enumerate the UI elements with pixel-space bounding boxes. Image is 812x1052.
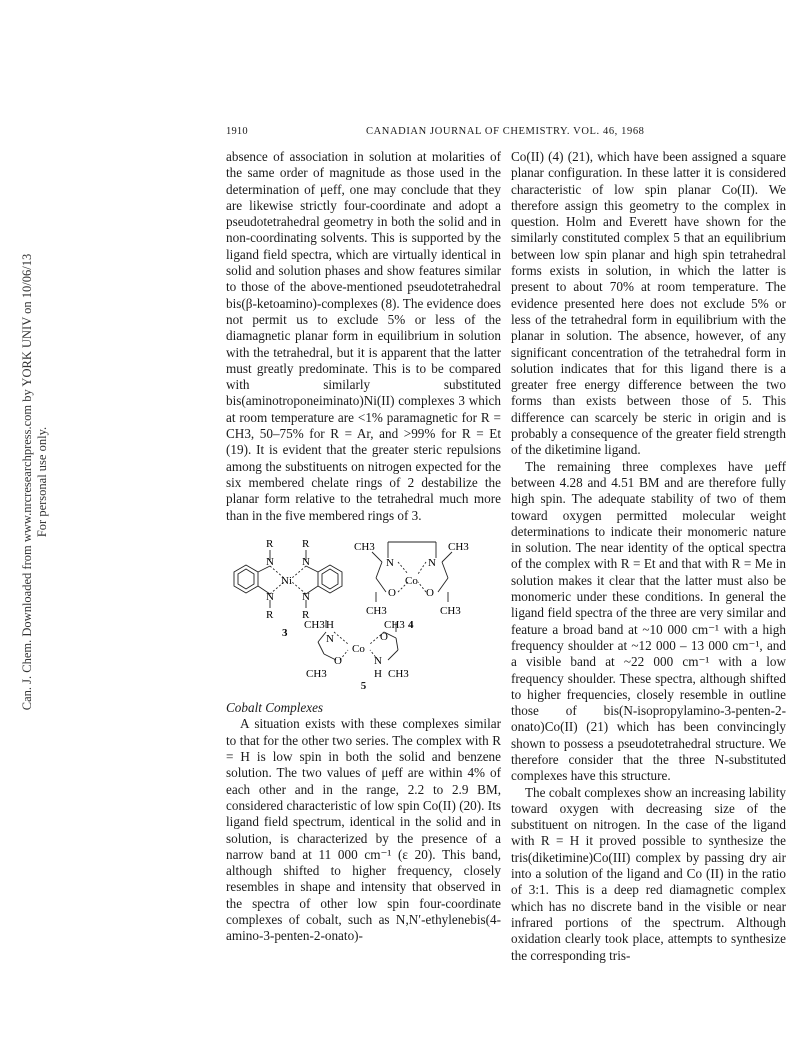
label-ch3-5a: CH3 <box>304 618 325 631</box>
label-n-4: N <box>302 590 310 603</box>
compound-5-label: 5 <box>360 679 367 692</box>
download-watermark <box>20 122 50 842</box>
journal-title: CANADIAN JOURNAL OF CHEMISTRY. VOL. 46, 1968 <box>366 126 645 137</box>
label-n-1: N <box>266 555 274 568</box>
left-paragraph-2: A situation exists with these complexes similar to that for the other two series. The complex with R = H is low spin in both the solid and benzene solution. The two values of μeff are within 4% of each other and in the range, 2.2 to 2.9 BM, considered characteristic of low spin Co(II) (20). Its ligand field spectrum, identical in the solid and in solution, is characterized by the presence of a narrow band at 11 000 cm⁻¹ (ε 20). This band, although shifted to higher frequency, closely resembles in shape and intensity that observed in the spectra of other low spin four-coordinate complexes of cobalt, such as N,N′-ethylenebis(4-amino-3-penten-2-onato)- <box>226 716 501 944</box>
right-paragraph-1: Co(II) (4) (21), which have been assigned a square planar configuration. In these latter it is considered characteristic of low spin planar Co(II). We therefore assign this geometry to the complex in question. Holm and Everett have shown for the similarly constituted complex 5 that an equilibrium between low spin planar and high spin tetrahedral forms exists in solution, in which the latter is present to about 70% at room temperature. The evidence presented here does not exclude 5% or less of the tetrahedral form in equilibrium with the planar in solution. The absence, however, of any significant concentration of the tetrahedral form in solution indicates that for this ligand there is a greater free energy difference between the two forms than exists between those of 5. This difference can scarcely be steric in origin and is probably a consequence of the greater field strength of the diketimine ligand. <box>511 149 786 458</box>
label-o-4a: O <box>388 586 396 599</box>
label-ch3-4b: CH3 <box>448 540 469 553</box>
label-co-4: Co <box>405 574 418 587</box>
compound-3-label: 3 <box>282 626 288 639</box>
page-number: 1910 <box>226 126 248 137</box>
label-ch3-4c: CH3 <box>366 604 387 617</box>
label-ch3-4d: CH3 <box>440 604 461 617</box>
structure-figure <box>226 532 501 694</box>
watermark-line-2: For personal use only. <box>35 426 49 538</box>
right-column <box>511 149 786 964</box>
left-paragraph-1: absence of association in solution at molarities of the same order of magnitude as those used in the determination of μeff, one may conclude that they are likewise strictly four-coordinate and adopt a pseudotetrahedral geometry in both the solid and in non-coordinating solvents. This is supported by the ligand field spectra, which are virtually identical in solid and solution phases and show features similar to those of the above-mentioned pseudotetrahedral bis(β-ketoamino)-complexes (8). The evidence does not permit us to exclude 5% or less of the diamagnetic planar form in equilibrium in solution with the tetrahedral, but it is apparent that the latter must greatly predominate. This is to be compared with similarly substituted bis(aminotroponeiminato)Ni(II) complexes 3 which at room temperature are <1% paramagnetic for R = CH3, 50–75% for R = Ar, and >99% for R = Et (19). It is evident that the greater steric repulsions among the substituents on nitrogen expected for the six membered chelate rings of 2 destabilize the planar form relative to the tetrahedral much more than in the five membered rings of 3. <box>226 149 501 523</box>
running-head <box>226 126 786 142</box>
label-n-2: N <box>302 555 310 568</box>
label-ch3-5c: CH3 <box>306 667 327 680</box>
label-r-bottom-left: R <box>266 608 274 621</box>
chemical-structures <box>226 532 501 680</box>
right-paragraph-2: The remaining three complexes have μeff between 4.28 and 4.51 BM and are therefore fully high spin. The adequate stability of two of them toward oxygen permitted molecular weight determinations to indicate their monomeric nature in solution. The near identity of the optical spectra of the complex with R = Et and that with R = Me in solution makes it clear that the latter must also be monomeric under these conditions. In general the ligand field spectra of the three are very similar and feature a broad band at ~10 000 cm⁻¹ with a high frequency shoulder at ~12 000 – 13 000 cm⁻¹, and a visible band at ~22 000 cm⁻¹ with a low frequency shoulder. These spectra, although shifted to higher frequencies, closely resemble in outline those of bis(N-isopropylamino-3-penten-2-onato)Co(II) (21) which has been convincingly shown to possess a pseudotetrahedral structure. We therefore consider that the three N-substituted complexes have this structure. <box>511 458 786 784</box>
label-h-5a: H <box>326 618 334 631</box>
label-r-top-right: R <box>302 537 310 550</box>
label-ch3-5d: CH3 <box>388 667 409 680</box>
label-n-3: N <box>266 590 274 603</box>
label-o-5b: O <box>334 654 342 667</box>
label-ch3-5b: CH3 <box>384 618 405 631</box>
left-column <box>226 149 501 945</box>
label-ni: Ni <box>281 574 292 587</box>
label-r-top-left: R <box>266 537 274 550</box>
compound-4-label: 4 <box>408 618 414 631</box>
label-o-4b: O <box>426 586 434 599</box>
label-ch3-4a: CH3 <box>354 540 375 553</box>
label-n-4a: N <box>386 556 394 569</box>
label-co-5: Co <box>352 642 365 655</box>
label-n-4b: N <box>428 556 436 569</box>
label-n-5b: N <box>374 654 382 667</box>
label-n-5a: N <box>326 632 334 645</box>
right-paragraph-3: The cobalt complexes show an increasing lability toward oxygen with decreasing size of the substituent on nitrogen. In the case of the ligand with R = H it proved possible to synthesize the tris(diketimine)Co(III) complex by passing dry air into a solution of the ligand and Co (II) in the ratio of 3:1. This is a deep red diamagnetic complex which has no discrete band in the visible or near infrared portions of the spectrum. Although oxidation clearly took place, attempts to synthesize the corresponding tris- <box>511 784 786 963</box>
section-heading-cobalt: Cobalt Complexes <box>226 700 324 716</box>
label-o-5a: O <box>380 630 388 643</box>
watermark-line-1: Can. J. Chem. Downloaded from www.nrcresearchpress.com by YORK UNIV on 10/06/13 <box>20 253 34 711</box>
label-r-bottom-right: R <box>302 608 310 621</box>
label-h-5b: H <box>374 667 382 680</box>
